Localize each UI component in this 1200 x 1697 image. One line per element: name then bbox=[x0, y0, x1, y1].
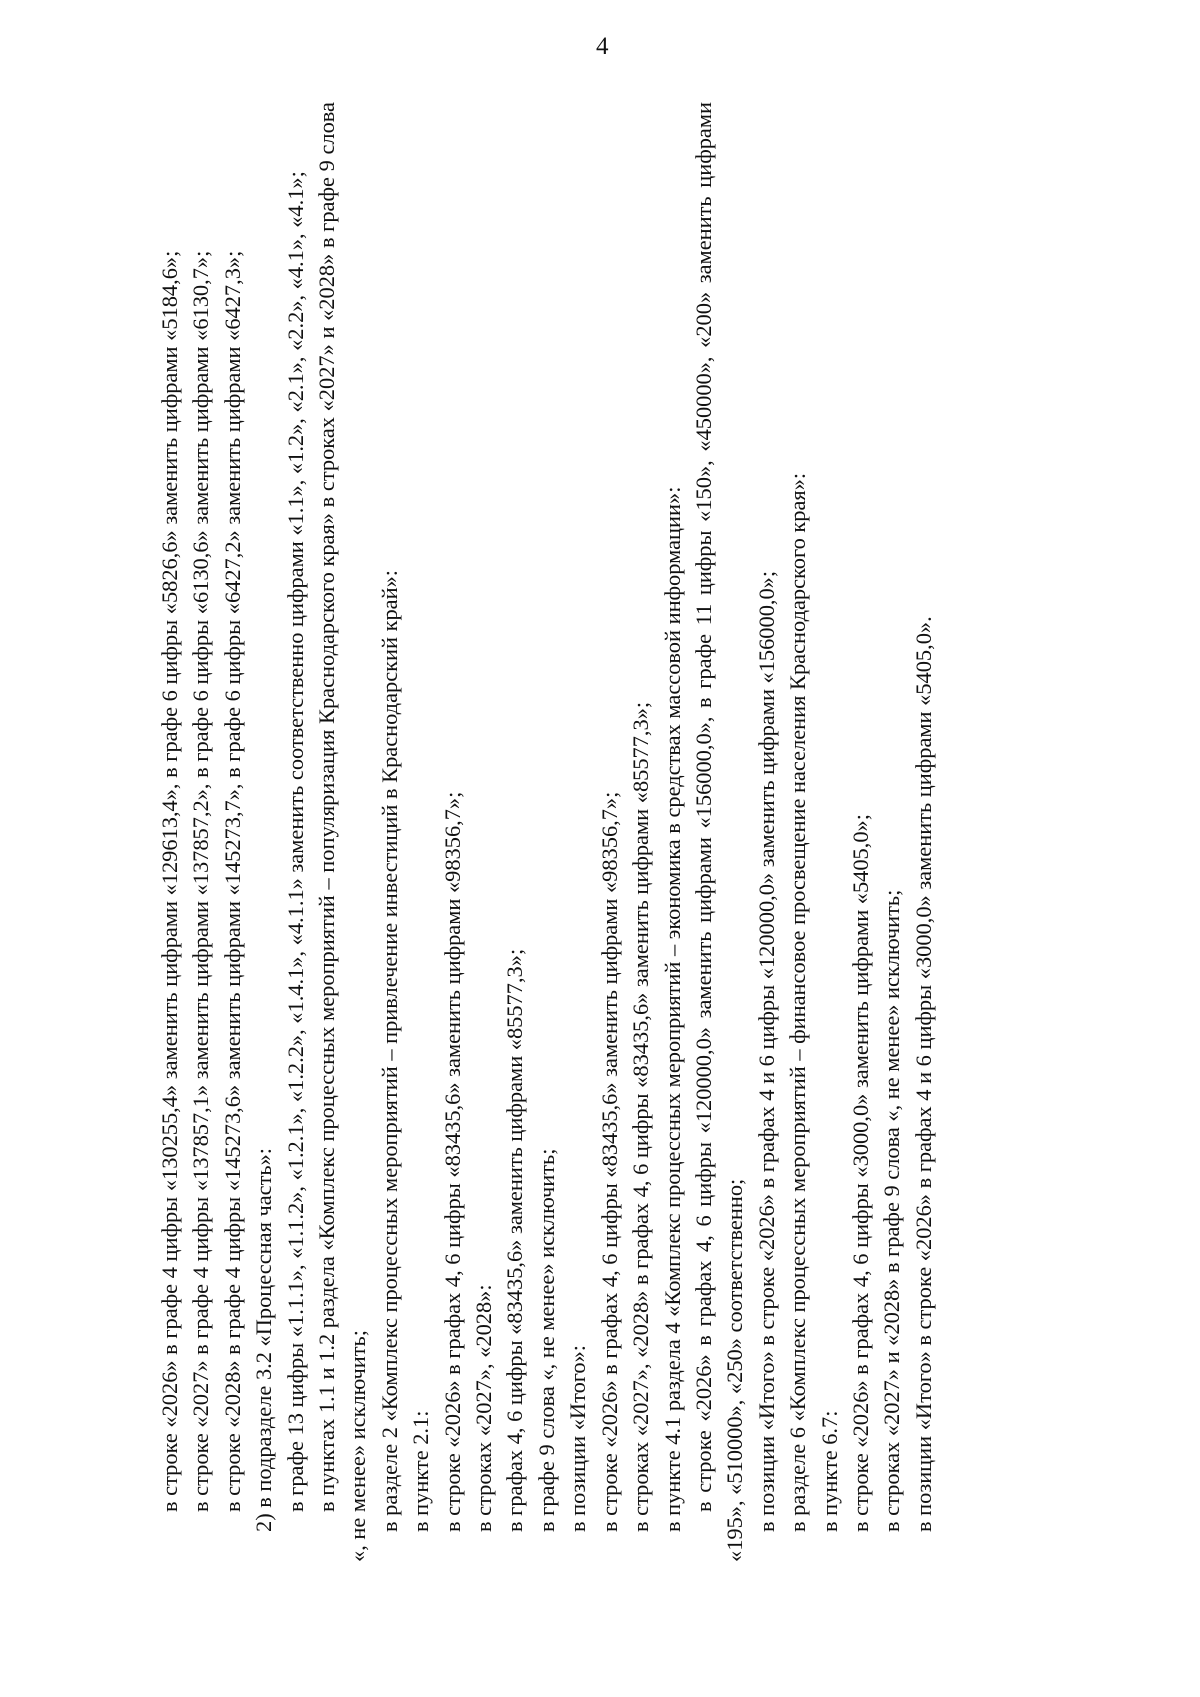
paragraph-22: в строках «2027» и «2028» в графе 9 слова «, не менее» исключить; bbox=[879, 889, 905, 1532]
paragraph-9: в строке «2026» в графах 4, 6 цифры «83435,6» заменить цифрами «98356,7»; bbox=[439, 791, 465, 1532]
page-number: 4 bbox=[596, 33, 609, 60]
paragraph-15: в строках «2027», «2028» в графах 4, 6 цифры «83435,6» заменить цифрами «85577,3»; bbox=[628, 701, 654, 1532]
paragraph-18: в позиции «Итого» в строке «2026» в графах 4 и 6 цифры «120000,0» заменить цифрами «156000,0»; bbox=[753, 570, 779, 1532]
paragraph-2: в строке «2027» в графе 4 цифры «137857,1» заменить цифрами «137857,2», в графе 6 цифры «6130,6» заменить цифрами «6130,7»; bbox=[188, 250, 214, 1512]
paragraph-7: в разделе 2 «Комплекс процессных мероприятий – привлечение инвестиций в Краснодарский край»: bbox=[376, 570, 402, 1532]
paragraph-10: в строках «2027», «2028»: bbox=[471, 1284, 497, 1532]
paragraph-11: в графах 4, 6 цифры «83435,6» заменить цифрами «85577,3»; bbox=[502, 948, 528, 1532]
paragraph-6: в пунктах 1.1 и 1.2 раздела «Комплекс процессных мероприятий – популяризация Краснодарского края» в строках «2027» и «2028» в графе 9 слова «, не менее» исключить; bbox=[314, 102, 371, 1562]
paragraph-3: в строке «2028» в графе 4 цифры «145273,6» заменить цифрами «145273,7», в графе 6 цифры «6427,2» заменить цифрами «6427,3»; bbox=[219, 250, 245, 1512]
paragraph-8: в пункте 2.1: bbox=[408, 1410, 434, 1532]
paragraph-19: в разделе 6 «Комплекс процессных мероприятий – финансовое просвещение населения Краснодарского края»: bbox=[785, 472, 811, 1532]
paragraph-5: в графе 13 цифры «1.1.1», «1.1.2», «1.2.1», «1.2.2», «1.4.1», «4.1.1» заменить соответственно цифрами «1.1», «1.2», «2.1», «2.2», «4.1», «4.1»; bbox=[282, 171, 308, 1512]
paragraph-16: в пункте 4.1 раздела 4 «Комплекс процессных мероприятий – экономика в средствах массовой информации»: bbox=[659, 486, 685, 1532]
paragraph-20: в пункте 6.7: bbox=[816, 1410, 842, 1532]
paragraph-21: в строке «2026» в графах 4, 6 цифры «3000,0» заменить цифрами «5405,0»; bbox=[847, 814, 873, 1532]
paragraph-1: в строке «2026» в графе 4 цифры «130255,4» заменить цифрами «129613,4», в графе 6 цифры «5826,6» заменить цифрами «5184,6»; bbox=[157, 250, 182, 1512]
paragraph-12: в графе 9 слова «, не менее» исключить; bbox=[533, 1148, 559, 1532]
document-body bbox=[154, 102, 1094, 1562]
paragraph-23: в позиции «Итого» в строке «2026» в графах 4 и 6 цифры «3000,0» заменить цифрами «5405,0». bbox=[910, 616, 936, 1532]
paragraph-14: в строке «2026» в графах 4, 6 цифры «83435,6» заменить цифрами «98356,7»; bbox=[596, 791, 622, 1532]
paragraph-17: в строке «2026» в графах 4, 6 цифры «120000,0» заменить цифрами «156000,0», в графе 11 цифры «150», «450000», «200» заменить цифрами «195», «510000», «250» соответственно; bbox=[690, 102, 748, 1562]
paragraph-4: 2) в подразделе 3.2 «Процессная часть»: bbox=[251, 1147, 277, 1532]
paragraph-13: в позиции «Итого»: bbox=[565, 1344, 591, 1532]
